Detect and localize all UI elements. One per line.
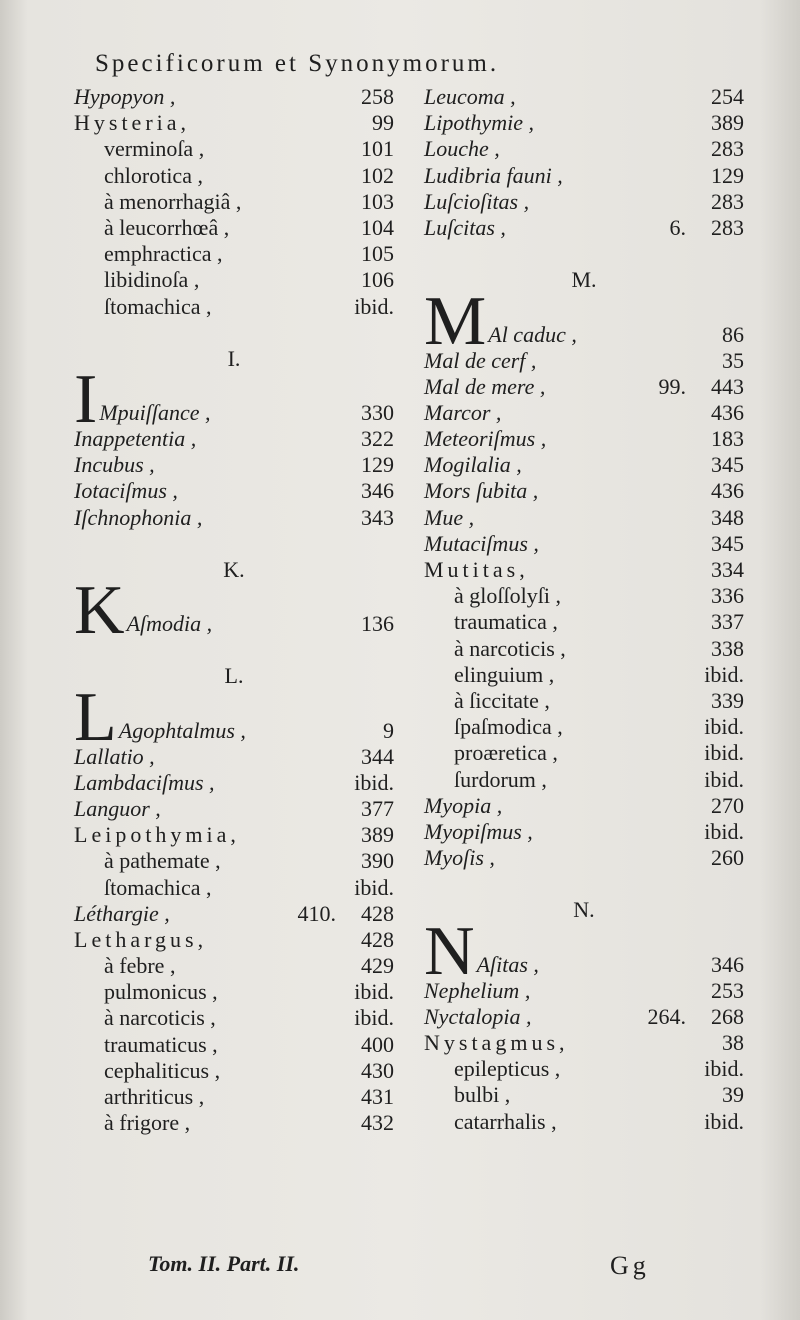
entry-term: Ludibria fauni ,: [424, 162, 563, 188]
page-reference: 103: [361, 188, 394, 214]
page-reference: 136: [361, 611, 394, 637]
index-entry: [424, 767, 744, 793]
index-entry: [424, 662, 744, 688]
entry-term: Myoſis ,: [424, 845, 495, 871]
page-reference-secondary: 264.: [647, 1003, 686, 1029]
page-reference: 330: [361, 400, 394, 426]
page-reference: 86: [722, 321, 744, 347]
entry-term: Marcor ,: [424, 399, 502, 425]
entry-term: à narcoticis ,: [454, 635, 566, 661]
index-entry: [424, 505, 744, 531]
entry-term: Nyctalopia ,: [424, 1003, 532, 1029]
entry-term: ſpaſmodica ,: [454, 714, 563, 740]
page-reference-secondary: 6.: [669, 214, 686, 240]
page-reference: ibid.: [704, 1108, 744, 1134]
index-entry: [74, 478, 394, 504]
entry-term: proæretica ,: [454, 740, 558, 766]
page-reference: 343: [361, 504, 394, 530]
section-letter: K.: [223, 557, 245, 582]
index-entry: [74, 241, 394, 267]
entry-term: Languor ,: [74, 795, 161, 821]
page-reference: 129: [711, 162, 744, 188]
spacer: [424, 871, 744, 897]
index-entry: [424, 452, 744, 478]
index-entry: [74, 953, 394, 979]
spacer: [74, 531, 394, 557]
page-reference: 106: [361, 267, 394, 293]
index-entry: [424, 1109, 744, 1135]
index-entry: [74, 84, 394, 110]
index-entry: [424, 636, 744, 662]
section-letter: M.: [571, 267, 597, 293]
index-entry: [74, 875, 394, 901]
entry-term: Leucoma ,: [424, 84, 516, 109]
entry-term: Myopia ,: [424, 792, 503, 818]
entry-term: ſtomachica ,: [104, 293, 212, 319]
page-reference: 337: [711, 609, 744, 635]
page-reference: 389: [711, 110, 744, 136]
page-reference: 102: [361, 162, 394, 188]
index-entry: [74, 1058, 394, 1084]
index-entry: [424, 819, 744, 845]
index-entry: [424, 688, 744, 714]
index-entry: [424, 740, 744, 766]
index-column-left: [74, 84, 394, 1136]
page-reference: ibid.: [704, 818, 744, 844]
entry-term-text: Agophtalmus ,: [118, 717, 246, 743]
index-entry: [74, 505, 394, 531]
page-reference: 348: [711, 504, 744, 530]
page-reference: ibid.: [354, 1005, 394, 1031]
entry-term: cephaliticus ,: [104, 1057, 221, 1083]
page-reference: ibid.: [704, 766, 744, 792]
page-reference: 322: [361, 426, 394, 452]
index-entry: [424, 136, 744, 162]
page-reference: 377: [361, 795, 394, 821]
page-reference: 428: [361, 926, 394, 952]
entry-term: Myopiſmus ,: [424, 818, 533, 844]
entry-term: catarrhalis ,: [454, 1108, 557, 1134]
spacer: [74, 637, 394, 663]
index-entry: [74, 1005, 394, 1031]
entry-term: Mutitas,: [424, 557, 529, 582]
entry-term: Nystagmus,: [424, 1030, 569, 1055]
page-reference: 101: [361, 136, 394, 162]
entry-term: chlorotica ,: [104, 162, 203, 188]
entry-term: Léthargie ,: [74, 900, 170, 926]
drop-cap: K: [74, 572, 125, 650]
page-reference: 253: [711, 977, 744, 1003]
page-reference: 268: [711, 1003, 744, 1029]
page-reference: 345: [711, 530, 744, 556]
entry-term: à gloſſolyſi ,: [454, 583, 561, 609]
index-entry: [74, 136, 394, 162]
page-reference: 183: [711, 426, 744, 452]
entry-term: Iotaciſmus ,: [74, 478, 178, 504]
entry-term: Mue ,: [424, 504, 475, 530]
index-entry: [74, 1032, 394, 1058]
index-entry: [74, 744, 394, 770]
index-entry: [74, 1084, 394, 1110]
index-entry: [74, 848, 394, 874]
index-entry: [74, 163, 394, 189]
page-reference: 105: [361, 241, 394, 267]
index-entry: [424, 163, 744, 189]
entry-term: arthriticus ,: [104, 1084, 205, 1109]
page-reference: 429: [361, 953, 394, 979]
index-entry: [424, 348, 744, 374]
index-entry: [74, 979, 394, 1005]
index-entry: [74, 770, 394, 796]
index-entry: [74, 452, 394, 478]
page-reference: ibid.: [354, 293, 394, 319]
entry-term: à febre ,: [104, 953, 176, 979]
page-reference: ibid.: [354, 874, 394, 900]
entry-term: à menorrhagiâ ,: [104, 188, 242, 214]
drop-cap: M: [424, 282, 487, 360]
page-reference: 9: [383, 717, 394, 743]
index-entry: [74, 426, 394, 452]
entry-term: Inappetentia ,: [74, 426, 197, 452]
index-entry: [424, 978, 744, 1004]
index-entry: [424, 1030, 744, 1056]
index-entry: [424, 583, 744, 609]
page-reference: 258: [361, 84, 394, 109]
entry-term-text: Mpuiſſance ,: [99, 400, 211, 426]
page-reference: 390: [361, 848, 394, 874]
index-entry: [424, 714, 744, 740]
spacer: [74, 320, 394, 346]
entry-term: à ſiccitate ,: [454, 687, 550, 713]
page-reference: ibid.: [704, 740, 744, 766]
page-reference: 344: [361, 743, 394, 769]
page-reference-secondary: 410.: [297, 900, 336, 926]
page-reference: 283: [711, 136, 744, 162]
page-reference: 346: [711, 951, 744, 977]
page-reference: 400: [361, 1031, 394, 1057]
entry-term: bulbi ,: [454, 1082, 511, 1108]
entry-term: Luſcioſitas ,: [424, 188, 530, 214]
entry-term: Incubus ,: [74, 452, 155, 478]
index-entry: [74, 927, 394, 953]
running-header: Specificorum et Synonymorum.: [95, 50, 500, 77]
page-reference: 283: [711, 188, 744, 214]
page-reference: 39: [722, 1082, 744, 1108]
entry-term: Mal de mere ,: [424, 373, 546, 399]
volume-footer: Tom. II. Part. II.: [148, 1251, 300, 1276]
entry-term: Lallatio ,: [74, 743, 155, 769]
entry-term: Mors ſubita ,: [424, 478, 539, 504]
page-reference: 270: [711, 792, 744, 818]
index-entry: [424, 531, 744, 557]
index-entry: [424, 110, 744, 136]
entry-term: elinguium ,: [454, 661, 555, 687]
page-reference: 104: [361, 214, 394, 240]
entry-term: traumaticus ,: [104, 1031, 218, 1057]
entry-term: Mutaciſmus ,: [424, 530, 539, 556]
page-reference: 260: [711, 845, 744, 871]
index-column-right: [424, 84, 744, 1135]
entry-term: Meteoriſmus ,: [424, 426, 547, 452]
index-entry: [424, 1004, 744, 1030]
section-letter: I.: [227, 345, 241, 371]
index-entry: [424, 215, 744, 241]
index-entry: [424, 189, 744, 215]
index-entry: [74, 294, 394, 320]
index-entry: [74, 796, 394, 822]
section-letter: N.: [573, 897, 595, 923]
page-reference: ibid.: [354, 979, 394, 1005]
page-reference: 283: [711, 214, 744, 240]
entry-term: Mal de cerf ,: [424, 347, 537, 373]
entry-term: [74, 572, 213, 650]
page-reference: 432: [361, 1110, 394, 1136]
page-reference: 338: [711, 635, 744, 661]
entry-term: verminoſa ,: [104, 136, 205, 162]
page-reference: 436: [711, 399, 744, 425]
page-reference: 35: [722, 347, 744, 373]
drop-cap: I: [74, 361, 98, 439]
entry-term-text: Al caduc ,: [488, 321, 577, 347]
page-reference: 430: [361, 1057, 394, 1083]
index-entry: [424, 478, 744, 504]
entry-term: Hypopyon ,: [74, 84, 176, 109]
index-entry: [424, 609, 744, 635]
entry-term: ſurdorum ,: [454, 766, 547, 792]
entry-term: ſtomachica ,: [104, 874, 212, 900]
entry-term: Louche ,: [424, 136, 500, 162]
entry-term-text: Aſmodia ,: [126, 611, 213, 637]
index-entry: [424, 1082, 744, 1108]
index-entry: [74, 215, 394, 241]
page-reference: 99: [372, 110, 394, 136]
page-reference: 254: [711, 84, 744, 109]
page-reference: ibid.: [354, 769, 394, 795]
page-reference: 345: [711, 452, 744, 478]
index-entry: [424, 793, 744, 819]
drop-cap: L: [74, 678, 117, 756]
page-reference: 436: [711, 478, 744, 504]
page-reference: ibid.: [704, 661, 744, 687]
page-reference: ibid.: [704, 1056, 744, 1082]
entry-term: Mogilalia ,: [424, 452, 522, 478]
drop-cap: N: [424, 912, 475, 990]
index-entry: [74, 1110, 394, 1136]
section-letter: L.: [224, 663, 244, 689]
page-reference: 129: [361, 452, 394, 478]
entry-term: emphractica ,: [104, 241, 223, 267]
entry-term: Luſcitas ,: [424, 214, 506, 240]
entry-term: Leipothymia,: [74, 822, 240, 848]
entry-term: pulmonicus ,: [104, 979, 218, 1005]
entry-term: Iſchnophonia ,: [74, 504, 203, 530]
entry-term: Lethargus,: [74, 926, 208, 952]
index-entry: [424, 374, 744, 400]
entry-term: Nephelium ,: [424, 977, 531, 1003]
page-reference: 339: [711, 687, 744, 713]
entry-term: à frigore ,: [104, 1110, 191, 1136]
index-entry: [424, 400, 744, 426]
index-entry: [424, 845, 744, 871]
signature-mark: Gg: [610, 1251, 650, 1280]
page-reference-secondary: 99.: [658, 373, 686, 399]
page-reference: 443: [711, 373, 744, 399]
index-entry-initial: [74, 572, 394, 650]
page-reference: ibid.: [704, 714, 744, 740]
index-entry: [74, 822, 394, 848]
entry-term: Lipothymie ,: [424, 110, 534, 136]
entry-term: à pathemate ,: [104, 848, 221, 874]
entry-term: libidinoſa ,: [104, 267, 200, 293]
index-entry: [74, 267, 394, 293]
entry-term: Lambdaciſmus ,: [74, 769, 215, 795]
entry-term: Hysteria,: [74, 110, 191, 136]
page-reference: 334: [711, 557, 744, 582]
page-reference: 346: [361, 478, 394, 504]
index-entry: [424, 426, 744, 452]
index-entry: [74, 189, 394, 215]
entry-term: traumatica ,: [454, 609, 558, 635]
page-reference: 38: [722, 1030, 744, 1055]
page-reference: 336: [711, 583, 744, 609]
page-reference: 389: [361, 822, 394, 848]
index-entry: [74, 110, 394, 136]
index-entry: [74, 901, 394, 927]
page-reference: 428: [361, 900, 394, 926]
index-entry: [424, 84, 744, 110]
entry-term-text: Aſitas ,: [476, 951, 539, 977]
spacer: [424, 241, 744, 267]
entry-term: à narcoticis ,: [104, 1005, 216, 1031]
entry-term: epilepticus ,: [454, 1056, 561, 1082]
entry-term: à leucorrhœâ ,: [104, 214, 230, 240]
index-entry: [424, 557, 744, 583]
index-entry: [424, 1056, 744, 1082]
page-reference: 431: [361, 1084, 394, 1109]
